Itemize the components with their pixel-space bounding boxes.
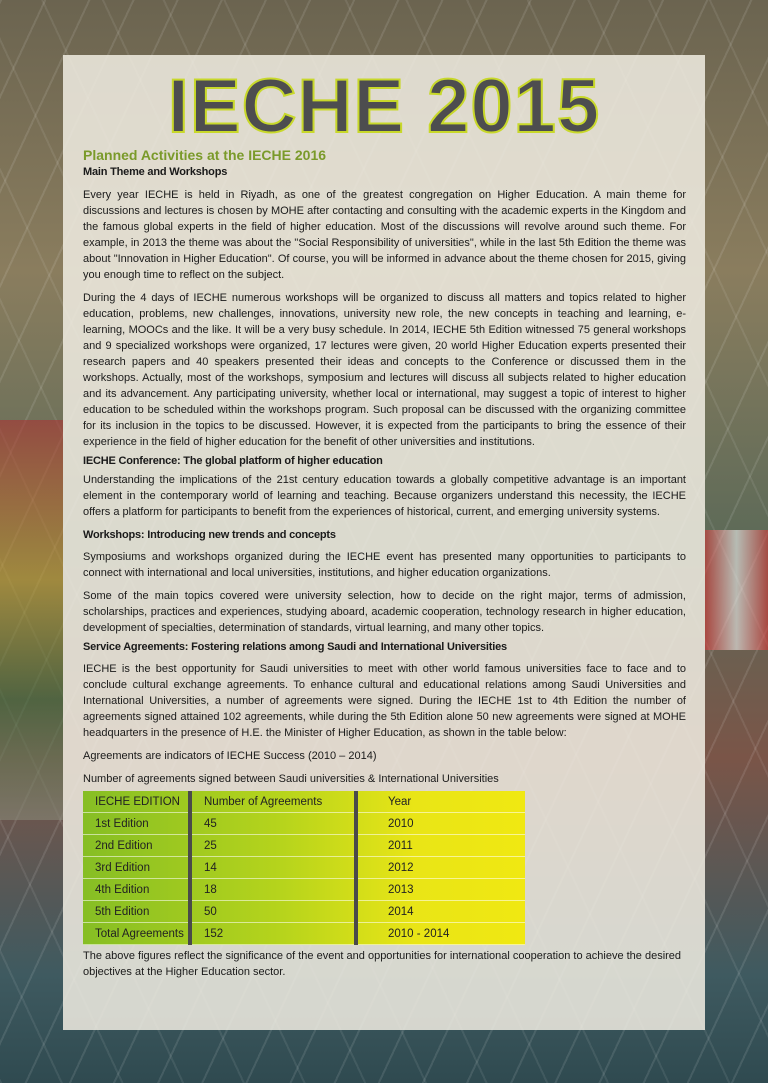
table-row — [83, 835, 525, 857]
cell: 18 — [190, 879, 356, 901]
paragraph: Every year IECHE is held in Riyadh, as one of the greatest congregation on Higher Education. A main theme for discussions and lectures is chosen by MOHE after contacting and consulting with the academic experts in the Kingdom and the famous global experts in the field of higher education. Most of the discussions will revolve around such theme. For example, in 2013 the theme was about the "Social Responsibility of universities", while in the last 5th Edition the theme was about "Innovation in Higher Education". Of course, you will be informed in advance about the theme chosen for 2015, giving you enough time to reflect on the subject. — [83, 189, 686, 281]
header-cell: Number of Agreements — [190, 791, 356, 813]
background-photo-right — [705, 530, 768, 650]
subtitle: Planned Activities at the IECHE 2016 — [83, 147, 327, 163]
cell: 2014 — [356, 901, 525, 923]
table-row — [83, 901, 525, 923]
cell: 45 — [190, 813, 356, 835]
table-row — [83, 879, 525, 901]
cell: 2013 — [356, 879, 525, 901]
section-heading: Service Agreements: Fostering relations among Saudi and International Universities — [83, 641, 507, 653]
paragraph: Understanding the implications of the 21st century education towards a globally competitive advantage is an important element in the contemporary world of learning and teaching. Because organizers understand this necessity, the IECHE offers a platform for participants to benefit from the experiences of historical, current, and emerging university systems. — [83, 474, 686, 518]
table-caption: Agreements are indicators of IECHE Success (2010 – 2014) — [83, 750, 377, 762]
paragraph: Some of the main topics covered were university selection, how to decide on the right major, terms of admission, scholarships, practices and experiences, studying aboard, academic cooperation, technology research in higher education, development of specialties, determination of standards, virtual learning, and many other topics. — [83, 590, 686, 634]
cell: 4th Edition — [83, 879, 190, 901]
cell: Total Agreements — [83, 923, 190, 945]
cell: 1st Edition — [83, 813, 190, 835]
cell: 3rd Edition — [83, 857, 190, 879]
cell: 2010 — [356, 813, 525, 835]
table-caption: Number of agreements signed between Saudi universities & International Universities — [83, 773, 499, 785]
content-panel — [63, 55, 705, 1030]
table-row — [83, 813, 525, 835]
table-row — [83, 857, 525, 879]
header-cell: Year — [356, 791, 525, 813]
table-header-row — [83, 791, 525, 813]
paragraph: During the 4 days of IECHE numerous workshops will be organized to discuss all matters and topics related to higher education, problems, new challenges, innovations, university new role, the new concepts in teaching and learning, e-learning, MOOCs and the like. It will be a very busy schedule. In 2014, IECHE 5th Edition witnessed 75 general workshops and 9 specialized workshops were organized, 17 lectures were given, 20 world Higher Education experts presented their research papers and 40 speakers presented their ideas and concepts to the Conference or discussed them in the workshops. Actually, most of the workshops, symposium and lectures will discuss all subjects related to higher education and its advancement. Any participating university, whether local or international, may suggest a topic of interest to higher education to be scheduled within the workshops program. Such proposal can be discussed with the organizing committee for its inclusion in the topics to be discussed. However, it is expected from the participants to bring the essence of their experience in the field of higher education for the benefit of other universities and institutions. — [83, 292, 686, 448]
cell: 5th Edition — [83, 901, 190, 923]
cell: 2nd Edition — [83, 835, 190, 857]
section-heading: Workshops: Introducing new trends and concepts — [83, 529, 336, 541]
section-heading: IECHE Conference: The global platform of higher education — [83, 455, 383, 467]
closing-paragraph: The above figures reflect the significance of the event and opportunities for international cooperation to achieve the desired objectives at the Higher Education sector. — [83, 950, 682, 978]
header-cell: IECHE EDITION — [83, 791, 190, 813]
article-body — [83, 147, 686, 980]
agreements-table — [83, 791, 525, 945]
cell: 2010 - 2014 — [356, 923, 525, 945]
paragraph: IECHE is the best opportunity for Saudi universities to meet with other world famous universities face to face and to conclude cultural exchange agreements. To enhance cultural and educational relations among Saudi Universities and International Universities, a number of agreements were signed. During the IECHE 1st to 4th Edition the number of agreements signed attained 102 agreements, while during the 5th Edition alone 50 new agreements were signed at MOHE headquarters in the presence of H.E. the Minister of Higher Education, as shown in the table below: — [83, 663, 686, 739]
page-title: IECHE 2015 — [167, 64, 601, 149]
cell: 25 — [190, 835, 356, 857]
table-total-row — [83, 923, 525, 945]
paragraph: Symposiums and workshops organized during the IECHE event has presented many opportunities to participants to connect with international and local universities, institutions, and higher education organizations. — [83, 551, 686, 579]
cell: 14 — [190, 857, 356, 879]
section-heading: Main Theme and Workshops — [83, 166, 228, 178]
cell: 2011 — [356, 835, 525, 857]
background-photo-left — [0, 420, 63, 820]
cell: 152 — [190, 923, 356, 945]
cell: 2012 — [356, 857, 525, 879]
cell: 50 — [190, 901, 356, 923]
